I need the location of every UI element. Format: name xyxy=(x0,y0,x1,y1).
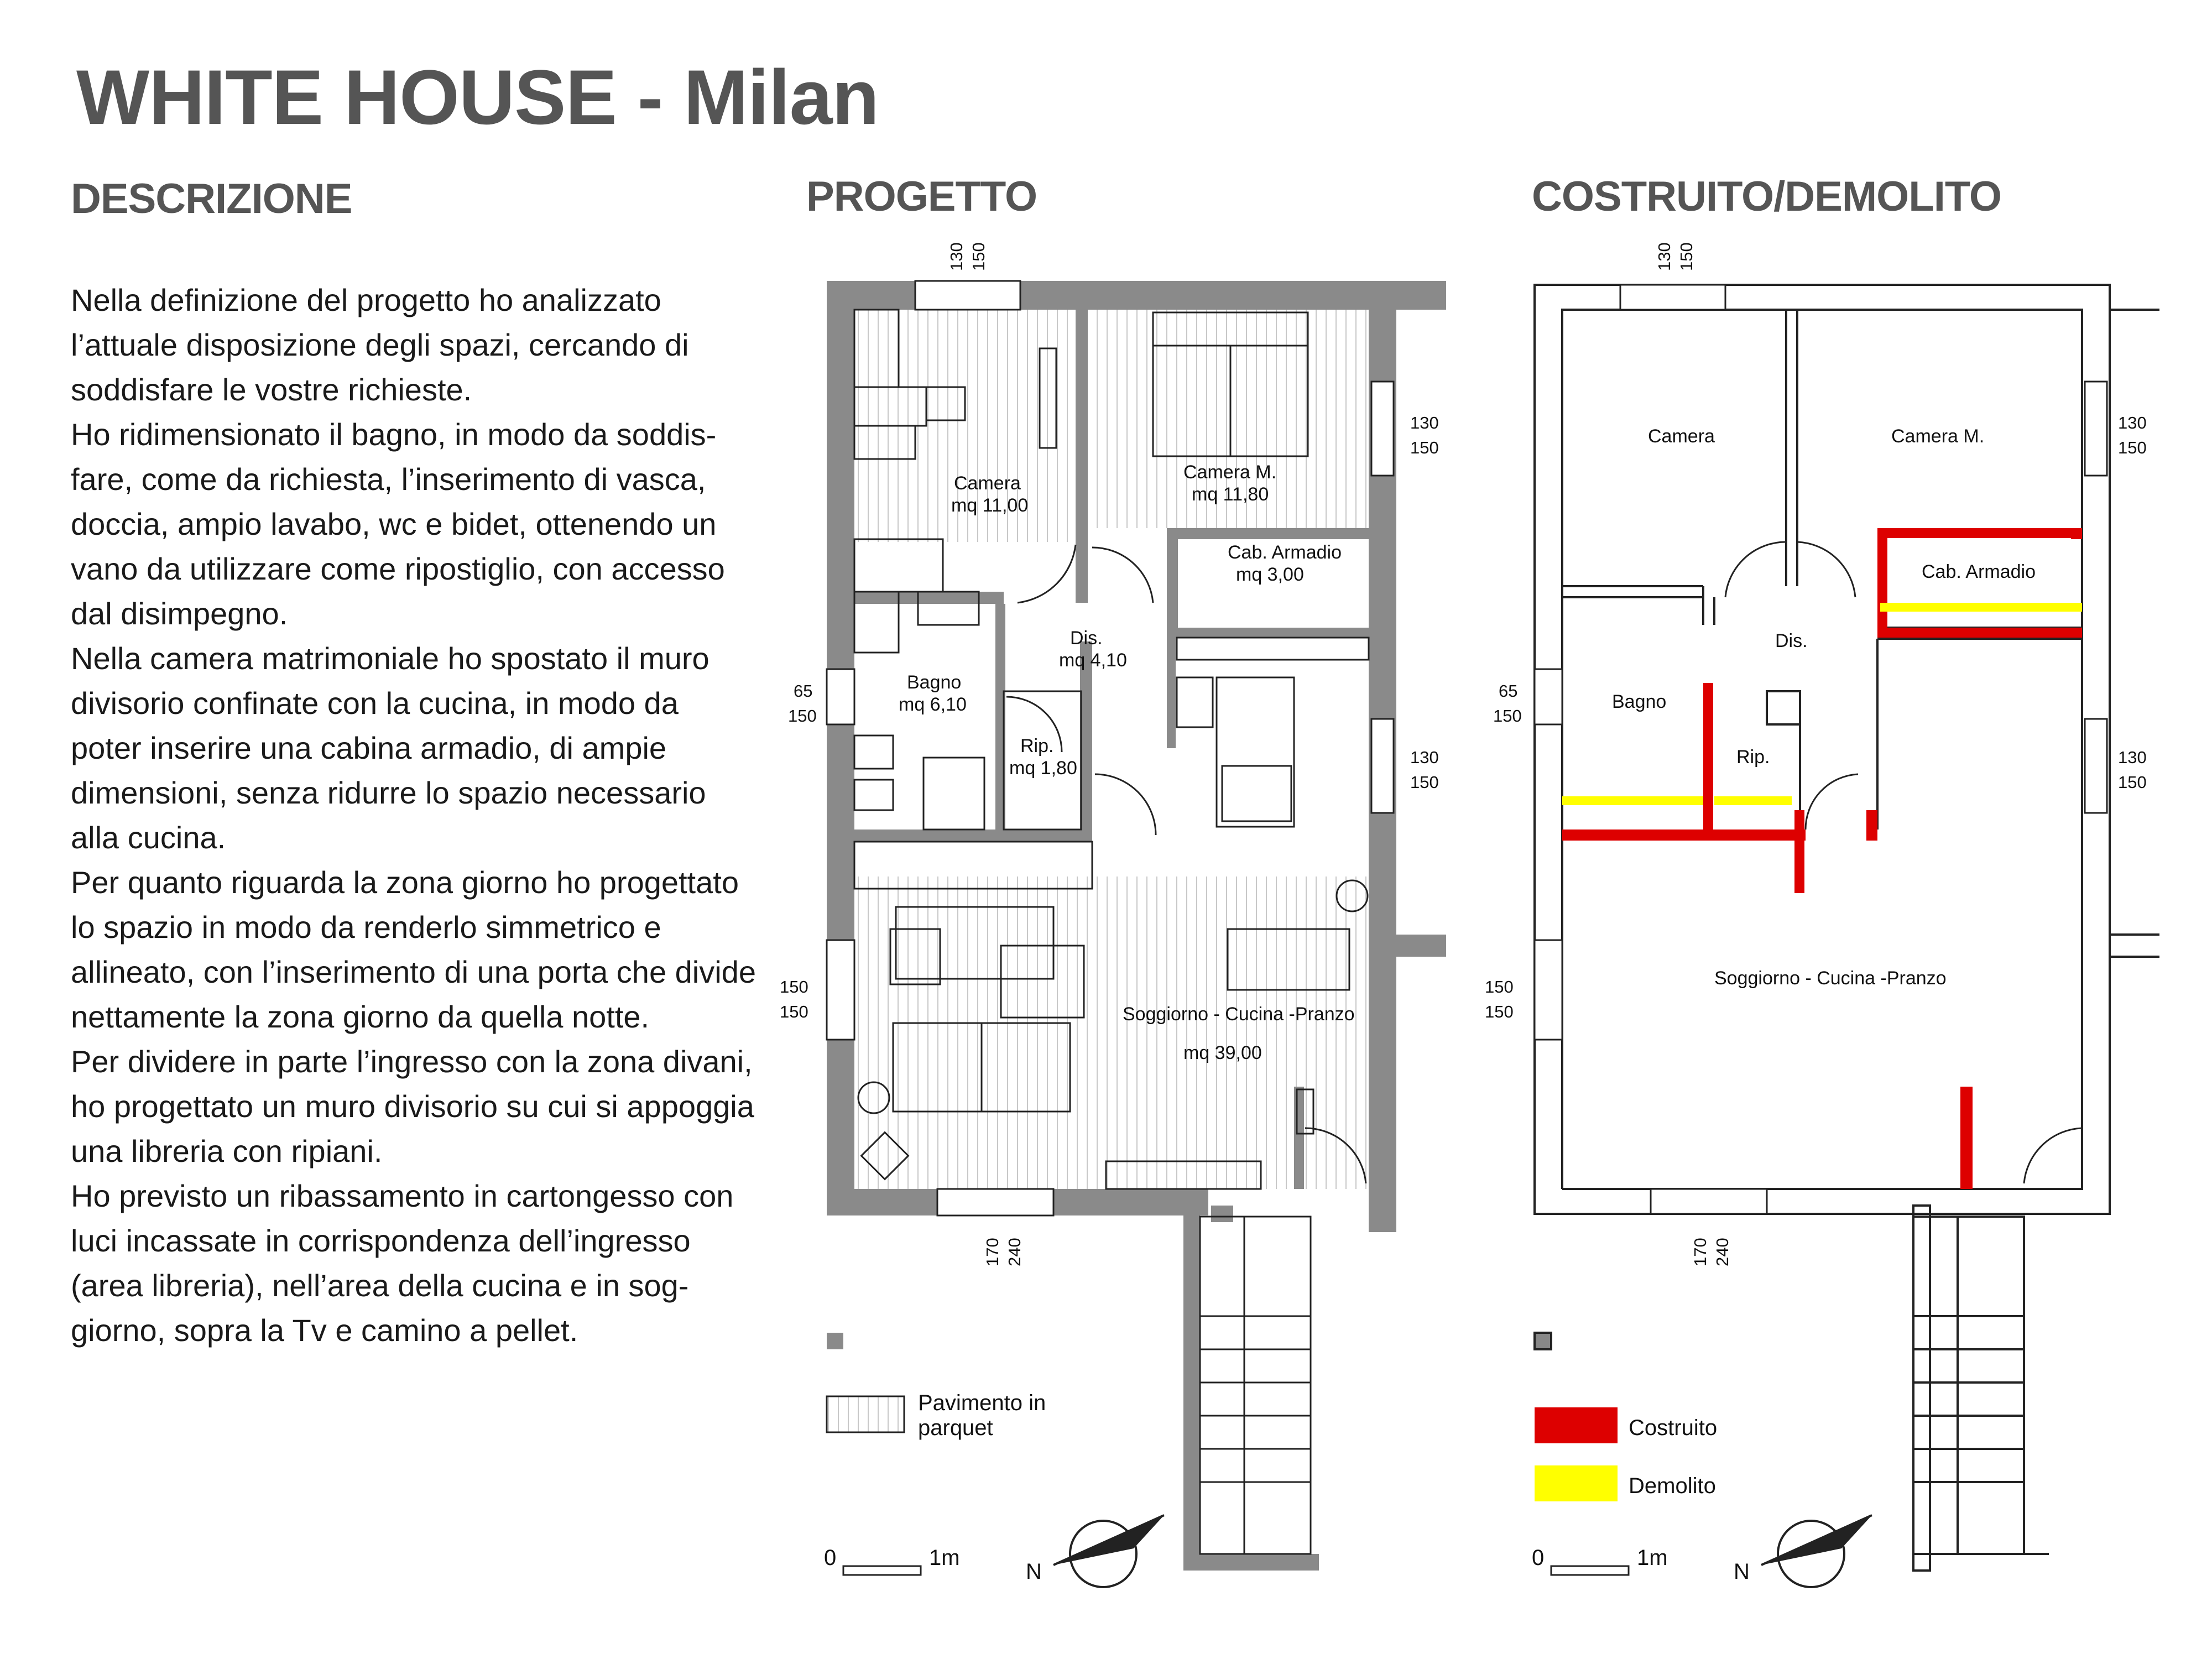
built-dim-left-3: 150 xyxy=(1485,977,1514,997)
dim-bottom-2: 240 xyxy=(1005,1238,1024,1266)
dim-right-2: 150 xyxy=(1410,438,1439,457)
built-scale-bar xyxy=(1551,1566,1629,1575)
dim-right-1: 130 xyxy=(1410,413,1439,432)
built-dim-top-1: 130 xyxy=(1655,242,1674,271)
demolished-legend-swatch xyxy=(1535,1465,1618,1501)
north-letter: N xyxy=(1026,1559,1042,1584)
dim-right-3: 130 xyxy=(1410,748,1439,767)
room-rip-area: mq 1,80 xyxy=(1009,758,1077,779)
built-north-arrow-icon xyxy=(1761,1515,1872,1587)
room-cab-label: Cab. Armadio xyxy=(1228,542,1342,563)
built-dim-bottom-1: 170 xyxy=(1691,1238,1710,1266)
built-dim-right-1: 130 xyxy=(2118,413,2147,432)
built-plan xyxy=(1485,242,2159,1587)
built-room-soggiorno: Soggiorno - Cucina -Pranzo xyxy=(1714,968,1947,989)
description-paragraph-5: Per dividere in parte l’ingresso con la zona divani, ho progettato un muro divisorio su cui si appoggia una libreria con ripiani. xyxy=(71,1044,754,1168)
built-dim-left-4: 150 xyxy=(1485,1002,1514,1021)
dim-left-1: 65 xyxy=(794,681,813,701)
dim-right-4: 150 xyxy=(1410,773,1439,792)
dim-left-3: 150 xyxy=(780,977,808,997)
description-paragraph-1: Nella definizione del progetto ho analizzato l’attuale disposizione degli spazi, cercando di soddisfare le vostre richieste. xyxy=(71,283,689,407)
built-dim-right-3: 130 xyxy=(2118,748,2147,767)
page-title: WHITE HOUSE - Milan xyxy=(76,54,879,140)
built-scale-unit: 1m xyxy=(1637,1546,1668,1570)
room-soggiorno-area: mq 39,00 xyxy=(1183,1042,1262,1063)
built-room-bagno: Bagno xyxy=(1612,691,1667,712)
dim-left-4: 150 xyxy=(780,1002,808,1021)
built-dim-left-2: 150 xyxy=(1493,706,1522,726)
scale-bar xyxy=(843,1566,921,1575)
dim-bottom-1: 170 xyxy=(983,1238,1002,1266)
built-scale-zero: 0 xyxy=(1532,1546,1545,1570)
room-cab-area: mq 3,00 xyxy=(1236,564,1304,585)
room-rip-label: Rip. xyxy=(1020,735,1054,757)
built-legend-label: Costruito xyxy=(1629,1416,1718,1440)
parquet-floor xyxy=(854,310,1369,1189)
built-room-camera-m: Camera M. xyxy=(1891,426,1985,447)
room-camera-area: mq 11,00 xyxy=(951,495,1029,516)
built-demolished-heading: COSTRUITO/DEMOLITO xyxy=(1532,173,2001,220)
built-north-letter: N xyxy=(1734,1559,1750,1584)
room-bagno-area: mq 6,10 xyxy=(899,694,967,715)
project-stairs xyxy=(1200,1217,1311,1554)
built-room-dis: Dis. xyxy=(1775,630,1808,651)
room-camera-label: Camera xyxy=(954,473,1021,494)
demolished-legend-label: Demolito xyxy=(1629,1474,1716,1498)
parquet-legend-swatch xyxy=(827,1396,904,1432)
built-legend-swatch xyxy=(1535,1407,1618,1443)
room-dis-area: mq 4,10 xyxy=(1059,650,1127,671)
description-paragraph-2: Ho ridimensionato il bagno, in modo da soddis-fare, come da richiesta, l’inserimento di vasca, doccia, ampio lavabo, wc e bidet, ottenendo un vano da utilizzare come ripostiglio, con accesso dal disimpegno. xyxy=(71,417,725,631)
built-dim-right-4: 150 xyxy=(2118,773,2147,792)
dim-top-2: 150 xyxy=(969,242,988,271)
description-paragraph-4: Per quanto riguarda la zona giorno ho progettato lo spazio in modo da renderlo simmetrico e allineato, con l’inserimento di una porta che divide nettamente la zona giorno da quella notte. xyxy=(71,865,756,1034)
parquet-legend-line1: Pavimento in xyxy=(918,1391,1046,1415)
scale-unit: 1m xyxy=(929,1546,960,1570)
built-dim-left-1: 65 xyxy=(1499,681,1518,701)
built-room-camera: Camera xyxy=(1648,426,1715,447)
project-plan xyxy=(780,242,1446,1587)
built-windows xyxy=(1535,285,2107,1214)
north-arrow-icon xyxy=(1053,1515,1164,1587)
room-soggiorno-label: Soggiorno - Cucina -Pranzo xyxy=(1123,1004,1355,1025)
description-paragraph-6: Ho previsto un ribassamento in cartongesso con luci incassate in corrispondenza dell’ingresso (area libreria), nell’area della cucina e in sog-giorno, sopra la Tv e camino a pellet. xyxy=(71,1178,734,1348)
room-camera-m-area: mq 11,80 xyxy=(1192,484,1269,505)
project-heading: PROGETTO xyxy=(806,173,1037,220)
built-room-cab: Cab. Armadio xyxy=(1922,561,2036,582)
description-paragraph-3: Nella camera matrimoniale ho spostato il muro divisorio confinate con la cucina, in modo da poter inserire una cabina armadio, di ampie dimensioni, senza ridurre lo spazio necessario alla cucina. xyxy=(71,641,709,855)
room-bagno-label: Bagno xyxy=(907,672,962,693)
built-dim-top-2: 150 xyxy=(1677,242,1696,271)
room-dis-label: Dis. xyxy=(1070,628,1103,649)
room-camera-m-label: Camera M. xyxy=(1183,462,1277,483)
dim-left-2: 150 xyxy=(788,706,817,726)
description-heading: DESCRIZIONE xyxy=(71,175,352,222)
scale-zero: 0 xyxy=(824,1546,837,1570)
parquet-legend-line2: parquet xyxy=(918,1416,993,1440)
dim-top-1: 130 xyxy=(947,242,966,271)
built-room-rip: Rip. xyxy=(1736,747,1770,768)
built-walls xyxy=(1535,285,2159,1571)
built-dim-bottom-2: 240 xyxy=(1713,1238,1732,1266)
built-dim-right-2: 150 xyxy=(2118,438,2147,457)
